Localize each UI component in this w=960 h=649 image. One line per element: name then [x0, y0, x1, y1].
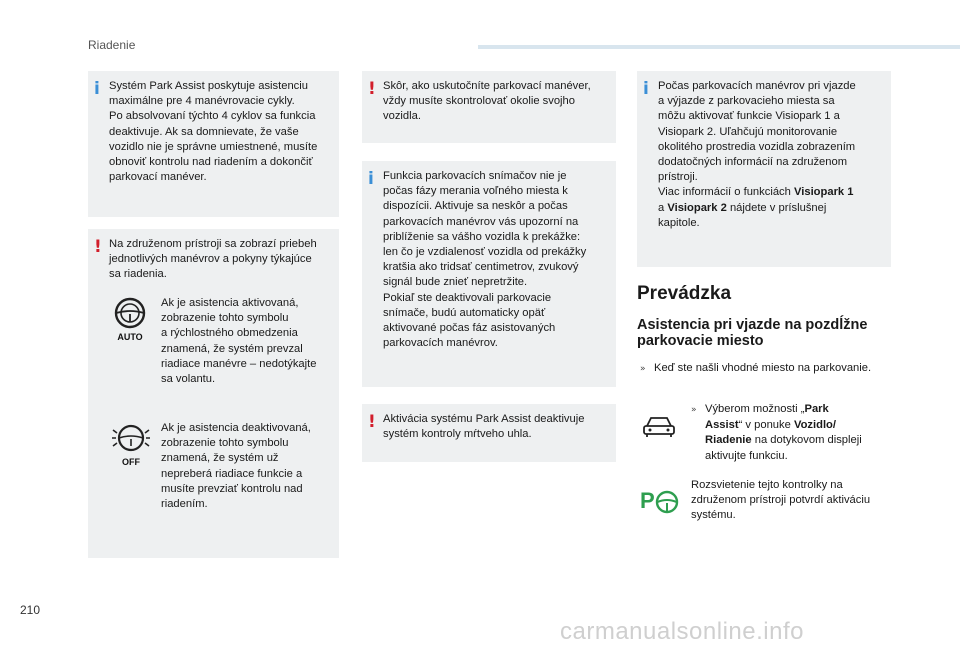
text-line: snímače, budú automaticky opäť	[383, 306, 546, 319]
info-icon: i	[94, 79, 100, 99]
text-line: dispozícii. Aktivuje sa neskôr a počas	[383, 200, 568, 213]
text-line: a rýchlostného obmedzenia	[161, 327, 298, 340]
text-line: systém kontroly mŕtveho uhla.	[383, 428, 532, 441]
warning-icon: !	[368, 79, 376, 99]
off-label: OFF	[122, 457, 140, 467]
text-line: počas fázy merania voľného miesta k	[383, 185, 568, 198]
text-line: aktivované počas fáz asistovaných	[383, 322, 556, 335]
text-line: parkovací manéver.	[109, 171, 207, 184]
step-arrow-icon: »	[691, 405, 697, 415]
text-line: riadiace manévre – nedotýkajte	[161, 357, 317, 370]
text-line: vozidla.	[383, 110, 421, 123]
text-line: vždy musíte skontrolovať okolie svojho	[383, 95, 575, 108]
text-line: môžu aktivovať funkcie Visiopark 1 a	[658, 110, 840, 123]
text-line: Ak je asistencia aktivovaná,	[161, 297, 299, 309]
col1-warning-box	[88, 229, 339, 558]
col1-info-box	[88, 71, 339, 217]
text-line: Systém Park Assist poskytuje asistenciu	[109, 80, 308, 92]
indicator-auto-row	[98, 296, 342, 396]
text-line: a výjazde z parkovacieho miesta sa	[658, 95, 835, 108]
text-line: riadením.	[161, 498, 208, 511]
watermark: carmanualsonline.info	[560, 618, 804, 645]
text-line: parkovacích manévrov vás upozorní na	[383, 215, 579, 228]
col2-warning-box-1	[362, 71, 616, 143]
car-front-icon	[641, 414, 677, 443]
step-2: » Výberom možnosti „Park Assist“ v ponuke Vozidlo/ Riadenie na dotykovom displeji aktivujte funkciu.	[691, 403, 862, 462]
text-line: maximálne pre 4 manévrovacie cykly.	[109, 95, 295, 108]
text-line: kratšia ako tridsať centimetrov, zvukový	[383, 261, 579, 274]
steering-wheel-off-icon	[110, 421, 152, 472]
text-line: sa volantu.	[161, 373, 216, 386]
visiopark-reference-2: a Visiopark 2 nájdete v príslušnej	[658, 201, 827, 214]
visiopark-reference: Viac informácií o funkciách Visiopark 1	[658, 186, 854, 199]
warning-icon: !	[94, 237, 102, 257]
text-line: dodatočných informácií na združenom	[658, 156, 848, 169]
text-line: Po absolvovaní týchto 4 cyklov sa funkcia	[109, 110, 316, 123]
page-number: 210	[20, 603, 41, 617]
text-line: signál bude znieť nepretržite.	[383, 276, 528, 289]
text-line: znamená, že systém prevzal	[161, 342, 303, 355]
section-title: Prevádzka	[637, 283, 732, 304]
text-line: Ak je asistencia deaktivovaná,	[161, 422, 311, 434]
text-line: okolitého prostredia vozidla zobrazením	[658, 140, 856, 153]
text-line: deaktivuje. Ak sa domnievate, že vaše	[109, 125, 299, 138]
text-line: kapitole.	[658, 216, 700, 229]
col3-info-box	[637, 71, 891, 267]
park-assist-indicator-icon	[640, 484, 680, 521]
text-line: Na združenom prístroji sa zobrazí priebeh	[109, 238, 317, 250]
svg-text:P: P	[640, 488, 655, 513]
text-line: Pokiaľ ste deaktivovali parkovacie	[383, 291, 552, 304]
auto-label: AUTO	[117, 332, 143, 342]
text-line: vozidlo nie je správne umiestnené, musíte	[109, 140, 318, 153]
info-icon: i	[643, 79, 649, 99]
text-line: Počas parkovacích manévrov pri vjazde	[658, 80, 856, 92]
step-1: » Keď ste našli vhodné miesto na parkovanie.	[640, 361, 871, 377]
text-line: Skôr, ako uskutočníte parkovací manéver,	[383, 80, 591, 92]
subsection-title: Asistencia pri vjazde na pozdĺžne parkovacie miesto	[637, 317, 868, 349]
text-line: Aktivácia systému Park Assist deaktivuje	[383, 413, 585, 425]
text-line: priblíženie sa vášho vozidla k prekážke:	[383, 230, 581, 243]
text-line: zobrazenie tohto symbolu	[161, 437, 289, 450]
header-section-label: Riadenie	[88, 38, 136, 52]
step-3: Rozsvietenie tejto kontrolky na združenom prístroji potvrdí aktiváciu systému.	[691, 479, 871, 522]
info-icon: i	[368, 169, 374, 189]
indicator-off-row	[98, 421, 342, 521]
steering-wheel-auto-icon	[112, 296, 148, 347]
warning-icon: !	[368, 412, 376, 432]
text-line: nepreberá riadiace funkcie a	[161, 467, 303, 480]
text-line: Funkcia parkovacích snímačov nie je	[383, 170, 567, 182]
header-bar	[478, 45, 960, 49]
text-line: musíte prevziať kontrolu nad	[161, 482, 303, 495]
text-line: prístroji.	[658, 171, 698, 184]
text-line: obnoviť kontrolu nad riadením a dokončiť	[109, 156, 313, 169]
step-arrow-icon: »	[640, 364, 646, 374]
text-line: jednotlivých manévrov a pokyny týkajúce	[109, 253, 312, 266]
text-line: zobrazenie tohto symbolu	[161, 312, 289, 325]
text-line: znamená, že systém už	[161, 452, 279, 465]
text-line: Visiopark 2. Uľahčujú monitorovanie	[658, 125, 838, 138]
col2-info-box	[362, 161, 616, 387]
text-line: sa riadenia.	[109, 268, 167, 281]
text-line: parkovacích manévrov.	[383, 337, 498, 350]
text-line: len čo je vzdialenosť vozidla od prekážky	[383, 246, 587, 259]
col2-warning-box-2	[362, 404, 616, 462]
